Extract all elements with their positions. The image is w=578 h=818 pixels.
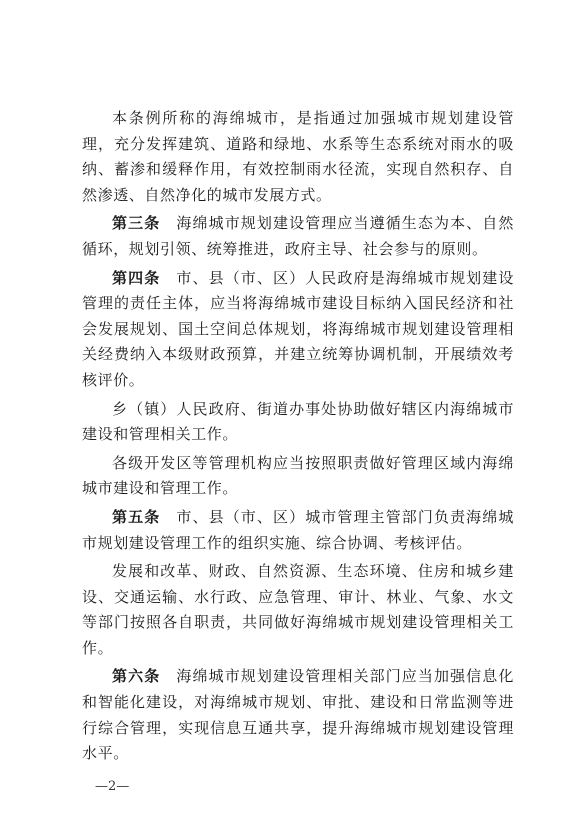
paragraph-text: 各级开发区等管理机构应当按照职责做好管理区域内海绵城市建设和管理工作。 <box>82 453 514 498</box>
paragraph-text: 海绵城市规划建设管理应当遵循生态为本、自然循环，规划引领、统筹推进，政府主导、社会参与的原则。 <box>82 214 514 258</box>
paragraph-text: 市、县（市、区）人民政府是海绵城市规划建设管理的责任主体，应当将海绵城市建设目标纳入国民经济和社会发展规划、国土空间总体规划，将海绵城市规划建设管理相关经费纳入本级财政预算，并建立统筹协调机制，开展绩效考核评价。 <box>82 268 514 389</box>
paragraph-definition <box>82 106 514 208</box>
paragraph-article-5 <box>82 505 514 556</box>
document-body <box>82 106 514 770</box>
article-number: 第五条 <box>112 507 161 526</box>
paragraph-development-zone <box>82 451 514 502</box>
paragraph-article-4 <box>82 266 514 394</box>
page-number: —2— <box>95 779 130 794</box>
paragraph-text: 发展和改革、财政、自然资源、生态环境、住房和城乡建设、交通运输、水行政、应急管理、审计、林业、气象、水文等部门按照各自职责，共同做好海绵城市规划建设管理相关工作。 <box>82 562 514 657</box>
paragraph-article-3 <box>82 211 514 262</box>
article-number: 第三条 <box>112 214 161 233</box>
article-number: 第六条 <box>112 667 161 686</box>
paragraph-township <box>82 397 514 448</box>
paragraph-article-6 <box>82 664 514 766</box>
article-number: 第四条 <box>112 268 161 287</box>
paragraph-text: 市、县（市、区）城市管理主管部门负责海绵城市规划建设管理工作的组织实施、综合协调、考核评估。 <box>82 507 514 552</box>
paragraph-text: 乡（镇）人民政府、街道办事处协助做好辖区内海绵城市建设和管理相关工作。 <box>82 399 514 444</box>
paragraph-departments <box>82 559 514 661</box>
paragraph-text: 本条例所称的海绵城市，是指通过加强城市规划建设管理，充分发挥建筑、道路和绿地、水系等生态系统对雨水的吸纳、蓄渗和缓释作用，有效控制雨水径流，实现自然积存、自然渗透、自然净化的城市发展方式。 <box>82 109 514 204</box>
paragraph-text: 海绵城市规划建设管理相关部门应当加强信息化和智能化建设，对海绵城市规划、审批、建设和日常监测等进行综合管理，实现信息互通共享，提升海绵城市规划建设管理水平。 <box>82 667 514 763</box>
